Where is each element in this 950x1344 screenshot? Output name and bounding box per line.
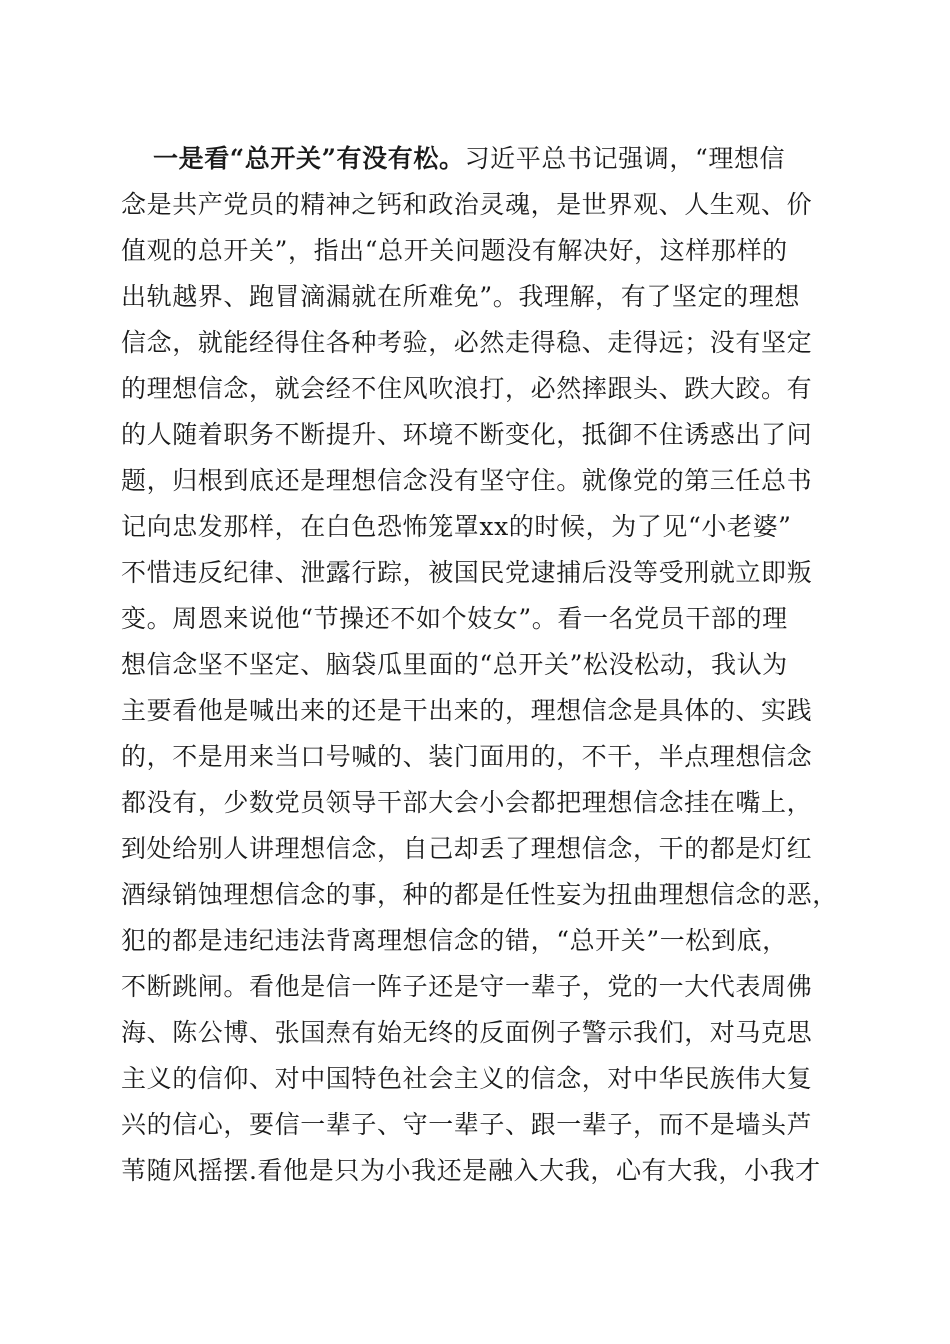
text-line-18: 犯的都是违纪违法背离理想信念的错，“总开关”一松到底， (121, 926, 788, 955)
text-line-1 (153, 140, 843, 178)
text-line-13: 主要看他是喊出来的还是干出来的，理想信念是具体的、实践 (121, 696, 813, 725)
text-line-8: 题，归根到底还是理想信念没有坚守住。就像党的第三任总书 (121, 466, 813, 495)
text-line-2: 念是共产党员的精神之钙和政治灵魂，是世界观、人生观、价 (121, 190, 813, 219)
text-line-11: 变。周恩来说他“节操还不如个妓女”。看一名党员干部的理 (121, 604, 788, 633)
text-line-5: 信念，就能经得住各种考验，必然走得稳、走得远；没有坚定 (121, 328, 813, 357)
text-line-12: 想信念坚不坚定、脑袋瓜里面的“总开关”松没松动，我认为 (121, 650, 788, 679)
text-line-16: 到处给别人讲理想信念，自己却丢了理想信念，干的都是灯红 (121, 834, 813, 863)
paragraph-text: 习近平总书记强调，“理想信 (464, 144, 786, 173)
text-line-4: 出轨越界、跑冒滴漏就在所难免”。我理解，有了坚定的理想 (121, 282, 800, 311)
text-line-23: 苇随风摇摆.看他是只为小我还是融入大我，心有大我，小我才 (121, 1156, 821, 1185)
text-line-14: 的，不是用来当口号喊的、装门面用的，不干，半点理想信念 (121, 742, 813, 771)
text-line-15: 都没有，少数党员领导干部大会小会都把理想信念挂在嘴上， (121, 788, 813, 817)
text-line-3: 值观的总开关”，指出“总开关问题没有解决好，这样那样的 (121, 236, 788, 265)
text-line-17: 酒绿销蚀理想信念的事，种的都是任性妄为扭曲理想信念的恶， (121, 880, 838, 909)
text-line-6: 的理想信念，就会经不住风吹浪打，必然摔跟头、跌大跤。有 (121, 374, 813, 403)
text-line-19: 不断跳闸。看他是信一阵子还是守一辈子，党的一大代表周佛 (121, 972, 813, 1001)
lead-heading: 一是看“总开关”有没有松。 (153, 144, 465, 173)
text-line-7: 的人随着职务不断提升、环境不断变化，抵御不住诱惑出了问 (121, 420, 813, 449)
text-line-9: 记向忠发那样，在白色恐怖笼罩xx的时候，为了见“小老婆” (121, 512, 792, 541)
text-line-20: 海、陈公博、张国焘有始无终的反面例子警示我们，对马克思 (121, 1018, 813, 1047)
text-line-22: 兴的信心，要信一辈子、守一辈子、跟一辈子，而不是墙头芦 (121, 1110, 813, 1139)
text-line-21: 主义的信仰、对中国特色社会主义的信念，对中华民族伟大复 (121, 1064, 813, 1093)
text-line-10: 不惜违反纪律、泄露行踪，被国民党逮捕后没等受刑就立即叛 (121, 558, 813, 587)
